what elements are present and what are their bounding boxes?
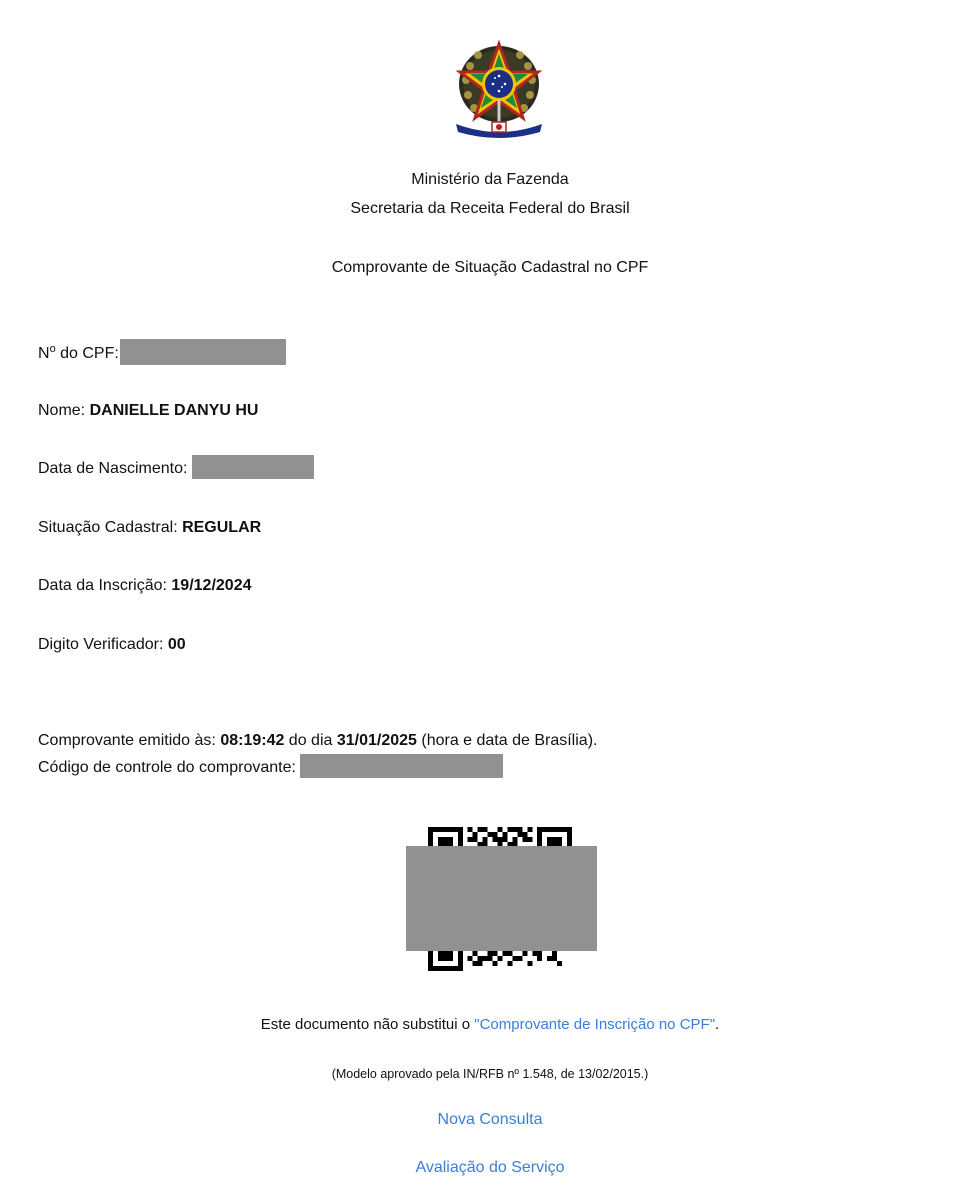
registration-date-field <box>38 575 251 597</box>
birth-date-redacted-value <box>192 455 314 479</box>
notice-prefix: Este documento não substitui o <box>260 1016 475 1033</box>
cpf-redacted-value <box>120 339 286 365</box>
check-digit-value: 00 <box>167 636 186 653</box>
registration-date-label: Data da Inscrição: <box>38 577 172 594</box>
emission-line <box>38 730 597 752</box>
check-digit-label: Digito Verificador: <box>38 636 168 653</box>
service-evaluation-row <box>0 1157 980 1179</box>
cpf-label: $N^o$ do CPF: <box>38 343 119 363</box>
check-digit-field <box>38 634 186 656</box>
ministry-name: Ministério da Fazenda <box>411 171 569 188</box>
status-label: Situação Cadastral: <box>38 519 183 536</box>
inscription-receipt-link[interactable]: "Comprovante de Inscrição no CPF" <box>474 1016 716 1033</box>
emission-suffix: (hora e data de Brasília). <box>416 732 598 749</box>
service-evaluation-link[interactable]: Avaliação do Serviço <box>415 1159 565 1176</box>
status-field <box>38 517 261 539</box>
notice-line <box>0 1015 980 1035</box>
control-code-label: Código de controle do comprovante: <box>38 759 301 776</box>
notice-suffix: . <box>715 1016 720 1033</box>
status-value: REGULAR <box>182 519 262 536</box>
birth-date-label: Data de Nascimento: <box>38 460 192 477</box>
qr-code-redaction <box>406 846 597 951</box>
registration-date-value: 19/12/2024 <box>171 577 252 594</box>
control-code-redacted-value <box>300 754 503 778</box>
cpf-field <box>38 343 286 365</box>
name-value: DANIELLE DANYU HU <box>89 402 259 419</box>
brazil-coat-of-arms-icon <box>452 40 546 140</box>
name-field <box>38 400 258 422</box>
model-approval-note: (Modelo aprovado pela IN/RFB nº 1.548, de 13/02/2015.) <box>331 1067 649 1081</box>
control-code-line <box>38 757 503 779</box>
birth-date-field <box>38 458 314 480</box>
secretariat-name: Secretaria da Receita Federal do Brasil <box>350 200 630 217</box>
emission-date: 31/01/2025 <box>336 732 417 749</box>
new-query-row <box>0 1109 980 1131</box>
emission-prefix: Comprovante emitido às: <box>38 732 221 749</box>
emission-middle: do dia <box>284 732 337 749</box>
name-label: Nome: <box>38 402 90 419</box>
new-query-link[interactable]: Nova Consulta <box>437 1111 543 1128</box>
document-title: Comprovante de Situação Cadastral no CPF <box>331 259 649 276</box>
emission-time: 08:19:42 <box>220 732 285 749</box>
